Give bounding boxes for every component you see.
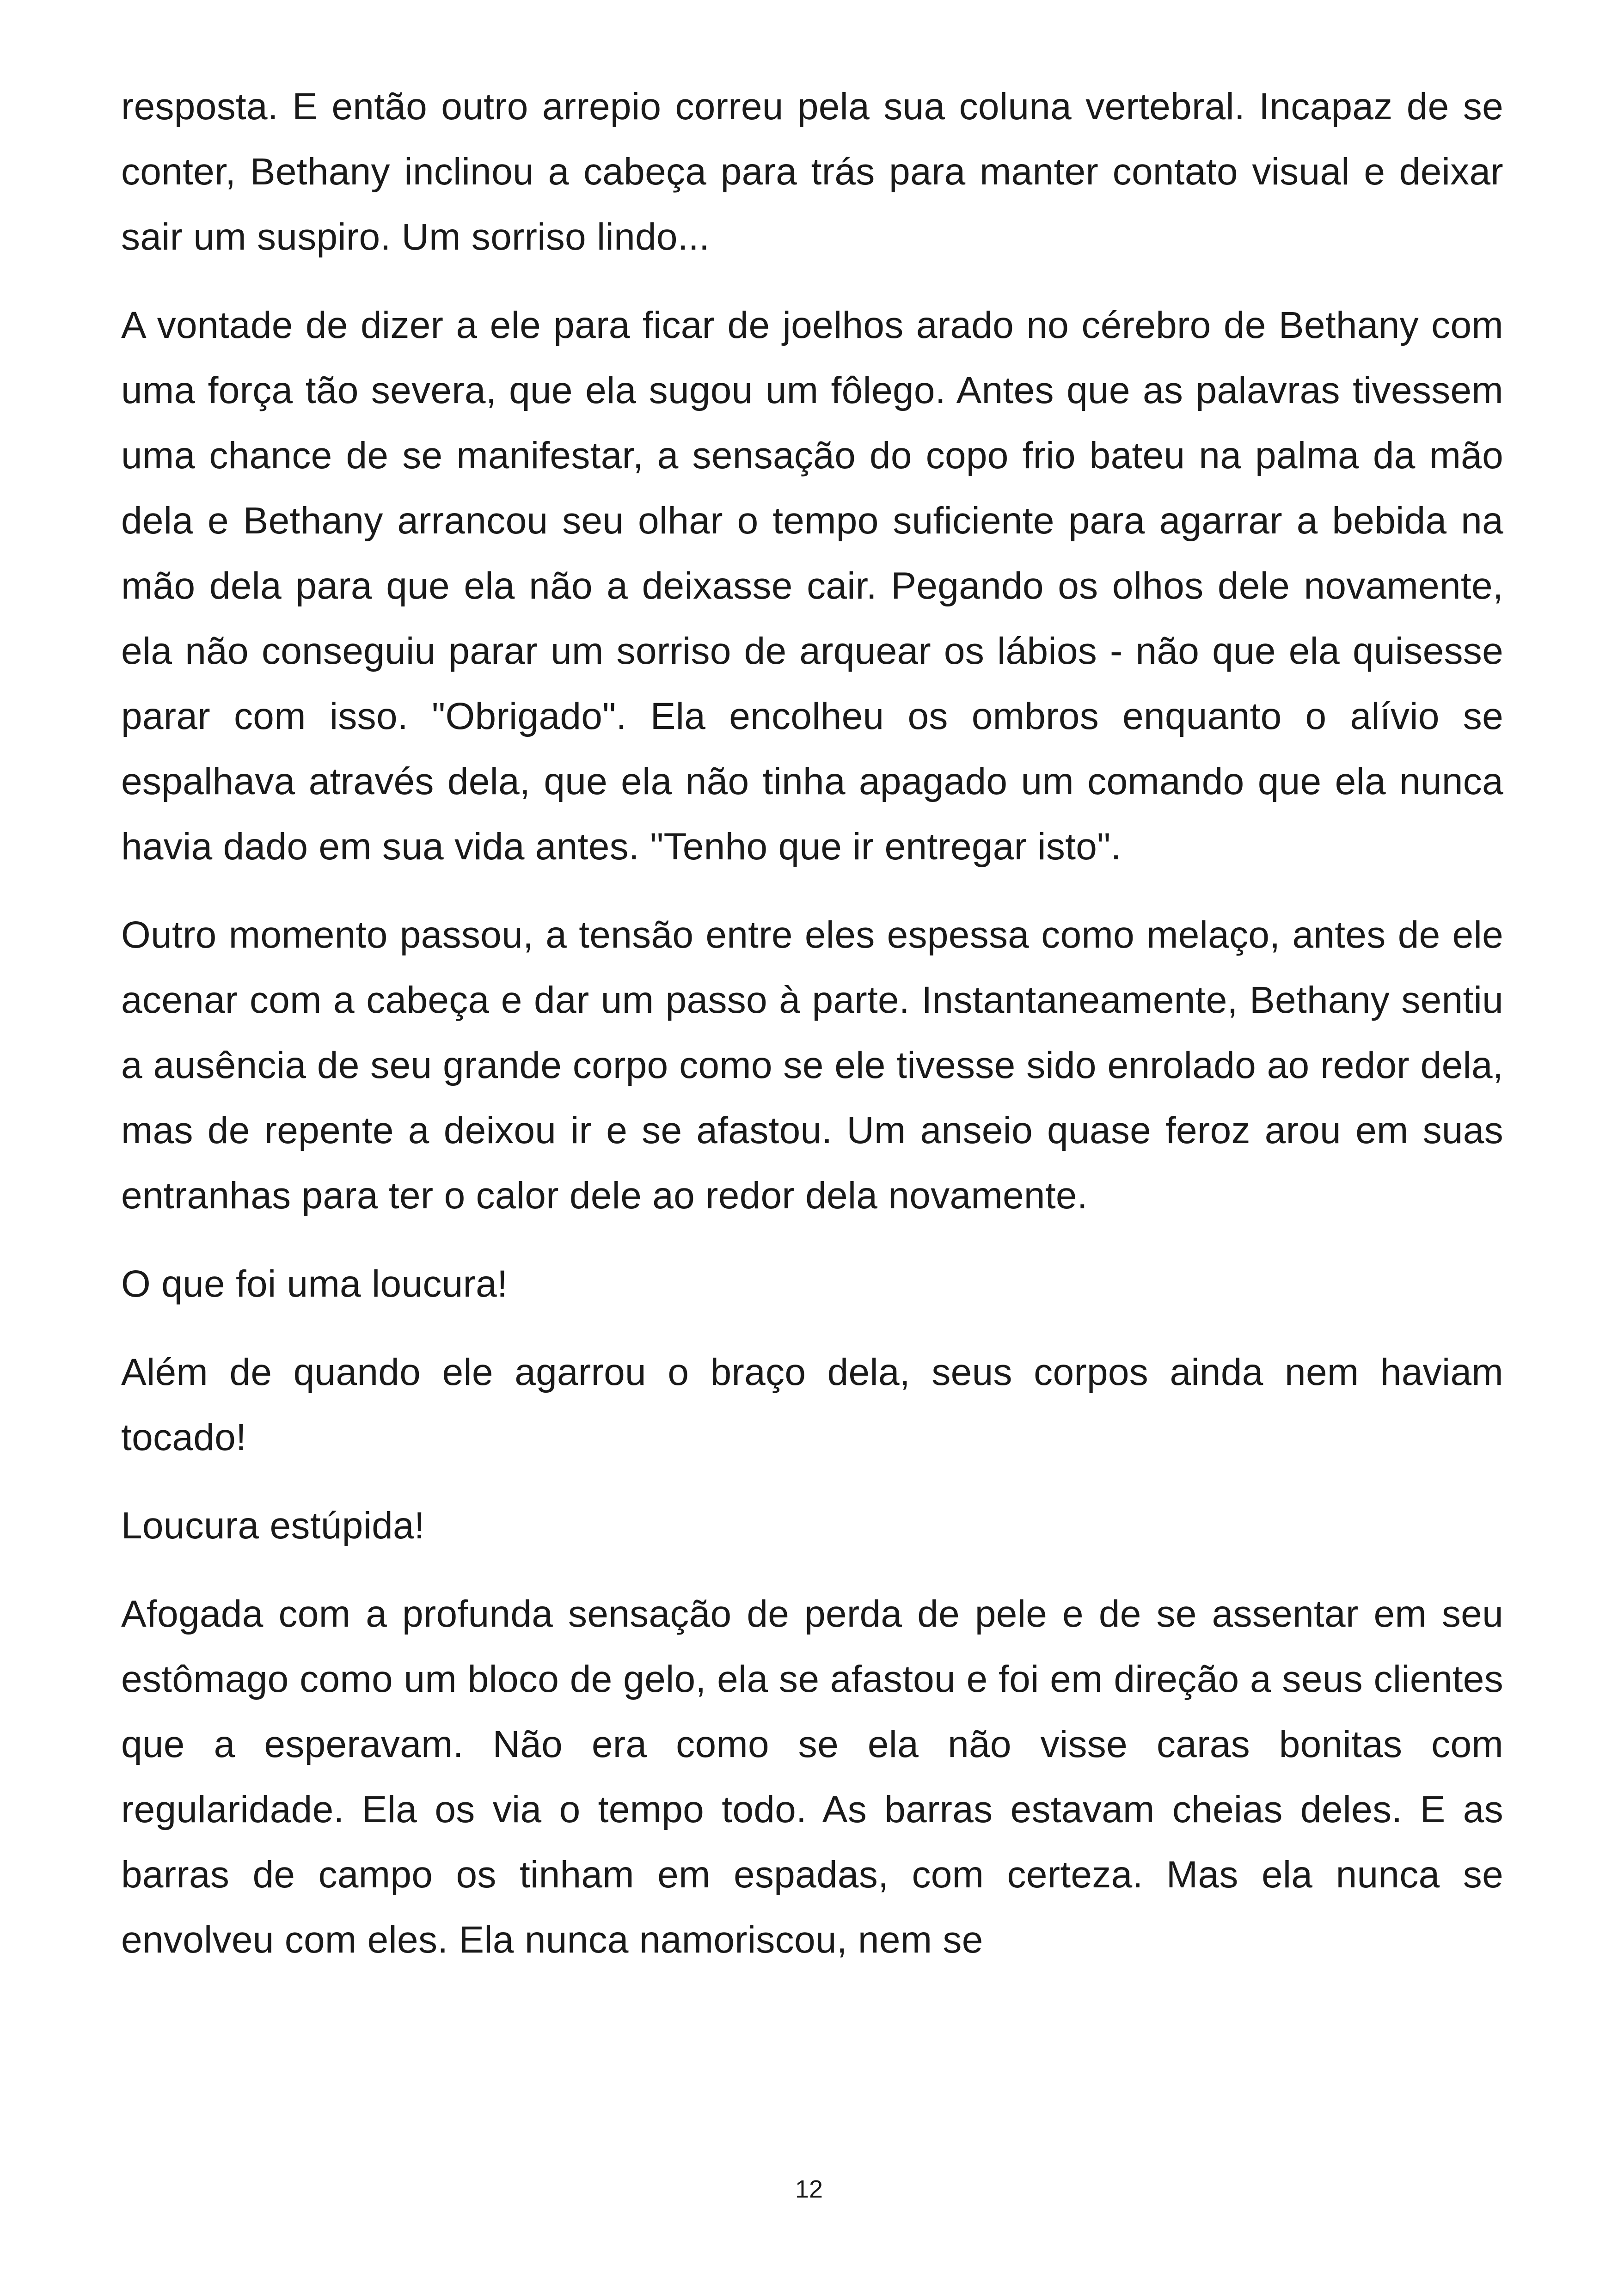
- paragraph-6: Loucura estúpida!: [121, 1505, 425, 1547]
- paragraph-7: Afogada com a profunda sensação de perda de pele e de se assentar em seu estômago como um bloco de gelo, ela se afastou e foi em direção a seus clientes que a esperavam. Não era como se ela não visse caras bonitas com regularidade. Ela os via o tempo todo. As barras estavam cheias deles. E as barras de campo os tinham em espadas, com certeza. Mas ela nunca se envolveu com eles. Ela nunca namoriscou, nem se: [121, 1593, 1503, 1961]
- paragraph-4: O que foi uma loucura!: [121, 1263, 508, 1305]
- paragraph-5: Além de quando ele agarrou o braço dela, seus corpos ainda nem haviam tocado!: [121, 1351, 1503, 1458]
- page-number: 12: [795, 2175, 823, 2203]
- paragraph-2: A vontade de dizer a ele para ficar de joelhos arado no cérebro de Bethany com uma força tão severa, que ela sugou um fôlego. Antes que as palavras tivessem uma chance de se manifestar, a sensação do copo frio bateu na palma da mão dela e Bethany arrancou seu olhar o tempo suficiente para agarrar a bebida na mão dela para que ela não a deixasse cair. Pegando os olhos dele novamente, ela não conseguiu parar um sorriso de arquear os lábios - não que ela quisesse parar com isso. "Obrigado". Ela encolheu os ombros enquanto o alívio se espalhava através dela, que ela não tinha apagado um comando que ela nunca havia dado em sua vida antes. "Tenho que ir entregar isto".: [121, 304, 1503, 868]
- body-text: [121, 74, 1503, 1996]
- paragraph-1: resposta. E então outro arrepio correu pela sua coluna vertebral. Incapaz de se conter, Bethany inclinou a cabeça para trás para manter contato visual e deixar sair um suspiro. Um sorriso lindo...: [121, 86, 1503, 258]
- paragraph-3: Outro momento passou, a tensão entre eles espessa como melaço, antes de ele acenar com a cabeça e dar um passo à parte. Instantaneamente, Bethany sentiu a ausência de seu grande corpo como se ele tivesse sido enrolado ao redor dela, mas de repente a deixou ir e se afastou. Um anseio quase feroz arou em suas entranhas para ter o calor dele ao redor dela novamente.: [121, 914, 1503, 1217]
